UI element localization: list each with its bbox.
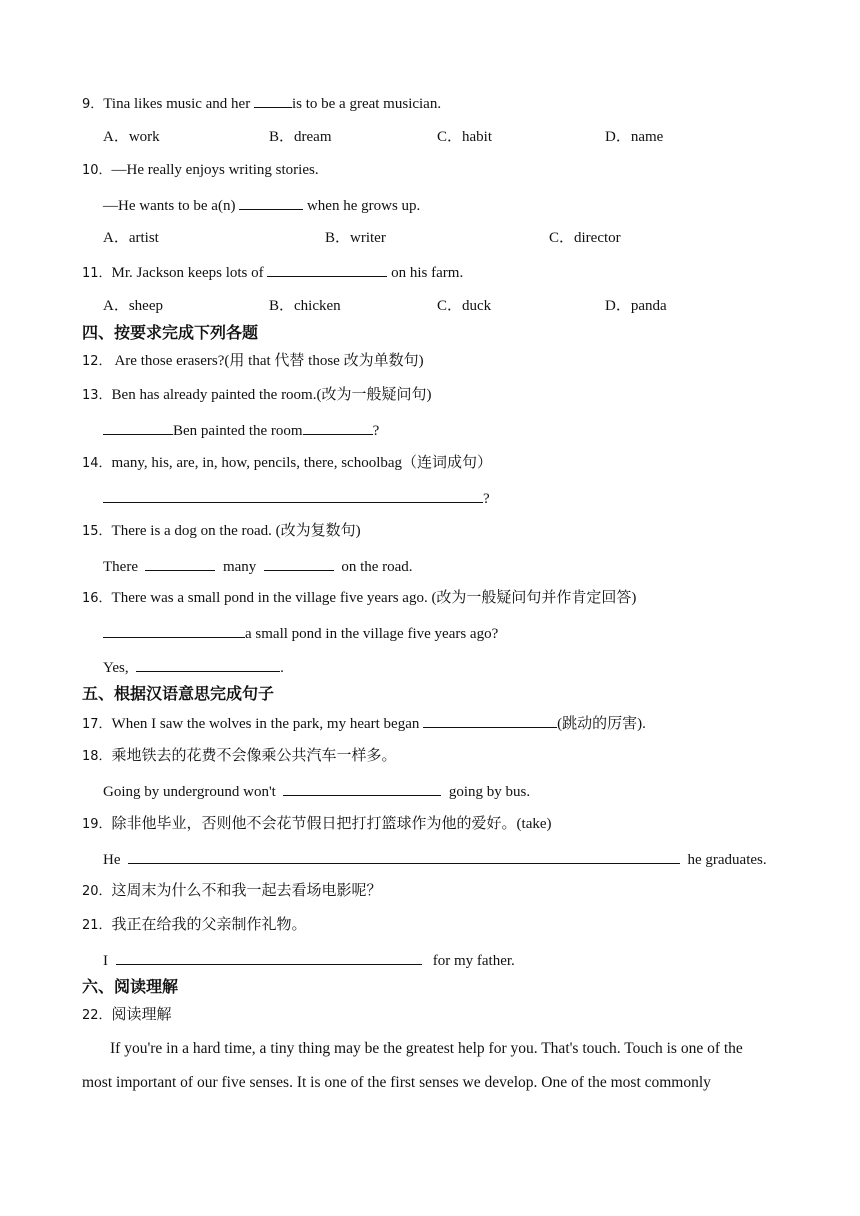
question-15-answer (103, 556, 413, 576)
answer-text: on the road. (341, 559, 413, 575)
answer-text: There (103, 559, 138, 575)
question-14-answer (103, 488, 490, 508)
answer-text: He (103, 852, 125, 868)
question-22 (82, 1006, 172, 1025)
answer-text: for my father. (429, 953, 515, 969)
question-20 (82, 882, 382, 901)
option-a[interactable]: A．sheep (103, 298, 163, 314)
question-text-post: (跳动的厉害). (557, 716, 646, 732)
question-text: —He really enjoys writing stories. (111, 162, 319, 178)
question-text-post: is to be a great musician. (291, 96, 442, 112)
option-b[interactable]: B．writer (325, 230, 386, 246)
question-text: 我正在给我的父亲制作礼物。 (111, 917, 307, 933)
question-number: 15． (82, 524, 112, 539)
answer-text: he graduates. (683, 852, 767, 868)
question-text-pre: Mr. Jackson keeps lots of (111, 265, 268, 281)
answer-text: Yes, (103, 660, 129, 676)
question-text-post: when he grows up. (303, 198, 421, 214)
option-c[interactable]: C．director (549, 230, 621, 246)
question-13-answer (103, 420, 379, 440)
question-text: There is a dog on the road. (改为复数句) (111, 523, 361, 539)
answer-text: I (103, 953, 112, 969)
question-18 (82, 747, 397, 766)
option-b[interactable]: B．dream (269, 129, 332, 145)
option-d[interactable]: D．panda (605, 298, 667, 314)
question-19-answer (103, 849, 767, 869)
question-10 (82, 161, 319, 180)
question-number: 10． (82, 163, 112, 178)
answer-blank[interactable] (116, 950, 422, 965)
reading-paragraph-line-2: most important of our five senses. It is one of the first senses we develop. One of the most commonly (82, 1074, 711, 1091)
question-text-pre: When I saw the wolves in the park, my heart began (111, 716, 424, 732)
answer-text: going by bus. (445, 784, 531, 800)
question-17 (82, 713, 646, 734)
answer-blank[interactable] (303, 420, 373, 435)
answer-blank[interactable] (264, 556, 334, 571)
question-12 (82, 352, 424, 371)
question-number: 16． (82, 591, 112, 606)
question-number: 13． (82, 388, 112, 403)
question-title: 阅读理解 (111, 1007, 172, 1023)
answer-blank[interactable] (103, 420, 173, 435)
answer-end: . (280, 660, 284, 676)
option-a[interactable]: A．work (103, 129, 160, 145)
question-text: many, his, are, in, how, pencils, there, schoolbag（连词成句） (111, 455, 493, 471)
answer-blank[interactable] (254, 93, 292, 108)
question-19 (82, 815, 552, 834)
question-number: 14． (82, 456, 112, 471)
option-c[interactable]: C．habit (437, 129, 492, 145)
answer-end: ? (483, 491, 490, 507)
reading-paragraph-line-1: If you're in a hard time, a tiny thing may be the greatest help for you. That's touch. Touch is one of the (110, 1040, 743, 1057)
section-heading-5: 五、根据汉语意思完成句子 (82, 684, 275, 703)
question-18-answer (103, 781, 530, 801)
question-number: 19． (82, 817, 112, 832)
answer-blank[interactable] (239, 195, 303, 210)
answer-blank[interactable] (103, 488, 483, 503)
question-number: 17． (82, 717, 112, 732)
answer-text: many (222, 559, 257, 575)
question-number: 20． (82, 884, 112, 899)
section-heading-4: 四、按要求完成下列各题 (82, 323, 259, 342)
question-text: There was a small pond in the village five years ago. (改为一般疑问句并作肯定回答) (111, 590, 637, 606)
question-number: 22． (82, 1008, 112, 1023)
question-text: 除非他毕业，否则他不会花节假日把打打篮球作为他的爱好。(take) (111, 816, 552, 832)
option-c[interactable]: C．duck (437, 298, 492, 314)
question-number: 12． (82, 354, 112, 369)
question-text-pre: —He wants to be a(n) (103, 198, 240, 214)
answer-text: a small pond in the village five years ago? (245, 626, 499, 642)
question-number: 11． (82, 266, 112, 281)
question-16 (82, 589, 636, 608)
question-text-pre: Tina likes music and her (103, 96, 254, 112)
question-number: 21． (82, 918, 112, 933)
question-21-answer (103, 950, 515, 970)
answer-blank[interactable] (145, 556, 215, 571)
answer-blank[interactable] (423, 713, 557, 728)
question-16-reply (103, 657, 284, 677)
answer-blank[interactable] (103, 623, 245, 638)
question-11 (82, 262, 463, 283)
question-text: 这周末为什么不和我一起去看场电影呢？ (111, 883, 382, 899)
answer-blank[interactable] (283, 781, 441, 796)
question-15 (82, 522, 361, 541)
question-10-line2 (103, 195, 420, 215)
section-heading-6: 六、阅读理解 (82, 977, 179, 996)
question-number: 9． (82, 97, 104, 112)
question-text: Are those erasers?(用 that 代替 those 改为单数句) (111, 353, 424, 369)
option-d[interactable]: D．name (605, 129, 664, 145)
answer-end: ? (372, 423, 380, 439)
question-text: 乘地铁去的花费不会像乘公共汽车一样多。 (111, 748, 397, 764)
question-16-answer (103, 623, 498, 643)
option-a[interactable]: A．artist (103, 230, 159, 246)
answer-blank[interactable] (267, 262, 387, 277)
question-number: 18． (82, 749, 112, 764)
question-9 (82, 93, 441, 114)
option-b[interactable]: B．chicken (269, 298, 341, 314)
answer-blank[interactable] (136, 657, 280, 672)
question-13 (82, 386, 431, 405)
question-text: Ben has already painted the room.(改为一般疑问句) (111, 387, 432, 403)
answer-text: Going by underground won't (103, 784, 280, 800)
answer-text: Ben painted the room (173, 423, 303, 439)
question-21 (82, 916, 307, 935)
question-text-post: on his farm. (387, 265, 464, 281)
answer-blank[interactable] (128, 849, 680, 864)
question-14 (82, 454, 492, 473)
